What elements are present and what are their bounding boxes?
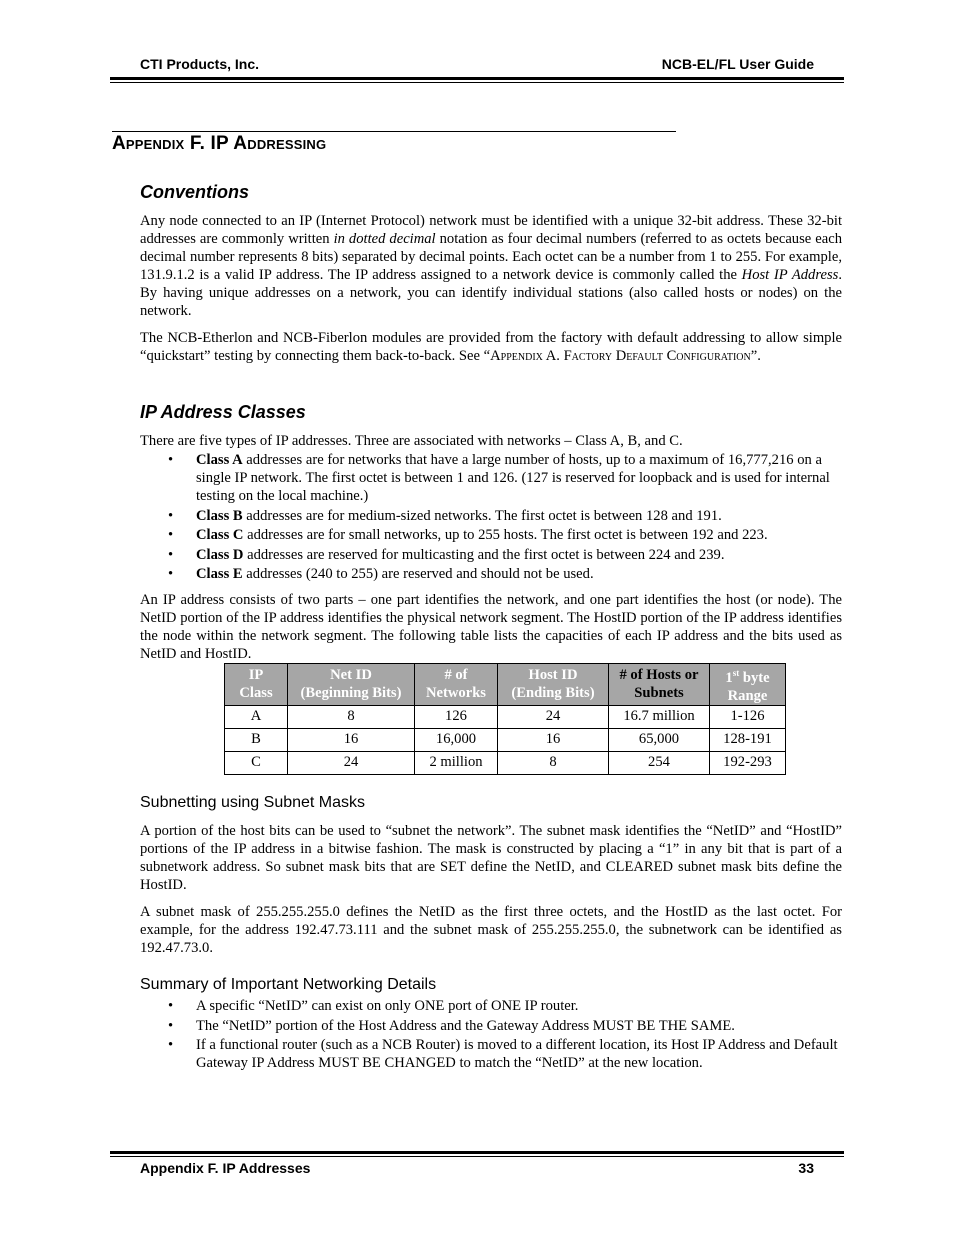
footer-rule-thin xyxy=(110,1156,844,1157)
ip-classes-heading: IP Address Classes xyxy=(140,402,306,422)
col-header-networks: # of Networks xyxy=(415,664,498,706)
footer-section-title: Appendix F. IP Addresses xyxy=(140,1160,311,1176)
table-row: C 24 2 million 8 254 192-293 xyxy=(225,751,786,774)
subnetting-paragraph-1: A portion of the host bits can be used to “subnet the network”. The subnet mask identifies the “NetID” and “HostID” portions of the IP address in a bitwise fashion. The mask is constructed by placing a “1” in any bit that is part of a subnetwork address. So subnet mask bits that are SET define the NetID, and CLEARED subnet mask bits define the HostID. xyxy=(140,823,842,893)
header-rule-thin xyxy=(110,82,844,83)
title-rule xyxy=(112,131,676,132)
header-company: CTI Products, Inc. xyxy=(140,56,260,72)
ip-classes-list xyxy=(140,451,842,585)
list-item: • Class B addresses are for medium-sized networks. The first octet is between 128 and 191. xyxy=(168,507,722,524)
conventions-paragraph-2: The NCB-Etherlon and NCB-Fiberlon modules are provided from the factory with default addressing to allow simple “quickstart” testing by connecting them back-to-back. See “Appendix A. Factory Default Configuration”. xyxy=(140,330,842,364)
summary-list xyxy=(140,997,842,1074)
col-header-host-id: Host ID (Ending Bits) xyxy=(498,664,609,706)
header-rule-thick xyxy=(110,77,844,80)
table-header-row xyxy=(225,664,786,706)
list-item: • Class C addresses are for small networks, up to 255 hosts. The first octet is between 192 and 223. xyxy=(168,527,768,543)
col-header-net-id: Net ID (Beginning Bits) xyxy=(288,664,415,706)
footer-rule-thick xyxy=(110,1151,844,1154)
col-header-byte-range: 1st byte Range xyxy=(710,664,786,706)
table-row: B 16 16,000 16 65,000 128-191 xyxy=(225,728,786,751)
conventions-heading: Conventions xyxy=(140,182,250,202)
col-header-ip-class: IP Class xyxy=(225,664,288,706)
header-doc-title: NCB-EL/FL User Guide xyxy=(661,56,814,72)
list-item: • Class E addresses (240 to 255) are reserved and should not be used. xyxy=(168,566,594,582)
page-footer xyxy=(140,1160,814,1176)
list-item: • Class D addresses are reserved for multicasting and the first octet is between 224 and 239. xyxy=(168,546,725,563)
list-item: • A specific “NetID” can exist on only ONE port of ONE IP router. xyxy=(168,998,579,1014)
ip-address-parts-paragraph: An IP address consists of two parts – one part identifies the network, and one part identifies the host (or node). The NetID portion of the IP address identifies the physical network segment. The HostID portion of the IP address identifies the node within the network segment. The following table lists the capacities of each IP address and the bits used as NetID and HostID. xyxy=(140,592,842,662)
appendix-a-reference: Appendix A. Factory Default Configuration xyxy=(490,348,751,364)
subnetting-paragraph-2: A subnet mask of 255.255.255.0 defines the NetID as the first three octets, and the HostID as the last octet. For example, for the address 192.47.73.111 and the subnet mask of 255.255.255.0, the subnetwork can be identified as 192.47.73.0. xyxy=(140,904,842,956)
page-number: 33 xyxy=(798,1160,814,1176)
page-header xyxy=(140,56,814,72)
list-item: • Class A addresses are for networks that have a large number of hosts, up to a maximum of 16,777,216 on a single IP network. The first octet is between 1 and 126. (127 is reserved for loopback and is used for internal testing on the local machine.) xyxy=(168,452,830,504)
table-row: A 8 126 24 16.7 million 1-126 xyxy=(225,705,786,728)
ip-class-capacity-table xyxy=(224,663,786,775)
list-item: • If a functional router (such as a NCB Router) is moved to a different location, its Host IP Address and Default Gateway IP Address MUST BE CHANGED to match the “NetID” at the new location. xyxy=(168,1037,838,1071)
ip-classes-intro: There are five types of IP addresses. Three are associated with networks – Class A, B, and C. xyxy=(140,433,683,449)
appendix-title: Appendix F. IP Addressing xyxy=(112,133,327,154)
list-item: • The “NetID” portion of the Host Address and the Gateway Address MUST BE THE SAME. xyxy=(168,1017,735,1034)
subnetting-heading: Subnetting using Subnet Masks xyxy=(140,794,366,811)
col-header-hosts: # of Hosts or Subnets xyxy=(609,664,710,706)
summary-heading: Summary of Important Networking Details xyxy=(140,976,437,993)
conventions-paragraph-1: Any node connected to an IP (Internet Protocol) network must be identified with a unique 32-bit address. These 32-bit addresses are commonly written in dotted decimal notation as four decimal numbers (referred to as octets because each decimal number represents 8 bits) separated by decimal points. Each octet can be a number from 1 to 255. For example, 131.9.1.2 is a valid IP address. The IP address assigned to a network device is commonly called the Host IP Address. By having unique addresses on a network, you can identify individual stations (also called hosts or nodes) on the network. xyxy=(140,213,843,319)
